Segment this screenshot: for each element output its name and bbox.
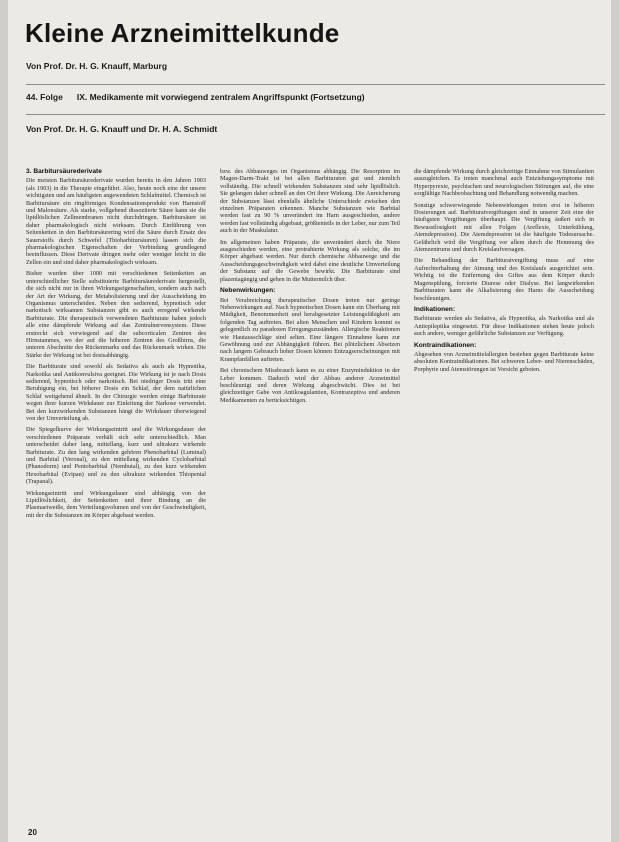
page-number: 20	[28, 828, 37, 837]
text-column-2	[220, 168, 400, 828]
paragraph: Bisher wurden über 1000 mit verschiedenen Seitenketten an unterschiedlicher Stelle substituierte Barbitursäurederivate hergestellt, die sich nicht nur in ihren Wirkungseigenschaften, sondern auch nach der Art der Wirkung, der Metabolisierung und der Ausscheidung im Organismus unterscheiden. Neben den sedierend, hypnotisch oder narkotisch wirksamen Substanzen gibt es auch erregend wirkende Barbiturate. Die therapeutisch verwendeten Barbiturate haben jedoch alle eine dämpfende Wirkung auf das Zentralnervensystem. Diese erstreckt sich vorwiegend auf die subcorticalen Zentren des Hirnstammes, wo der auf die höheren Zentren des Großhirns, die unteren Abschnitte des Rückenmarks und das Rückenmark wirken. Die Stärke der Wirkung ist bei dosisabhängig.	[26, 270, 206, 359]
series-heading	[26, 92, 365, 102]
section-heading: Indikationen:	[414, 305, 456, 313]
paragraph: Die Barbiturate sind sowohl als Sedativa als auch als Hypnotika, Narkotika und Antikonvulsiva geeignet. Die Wirkung ist je nach Dosis sedierend, hypnotisch oder narkotisch. Bei niedriger Dosis tritt eine Beruhigung ein, bei höherer Dosis ein Schlaf, der dem natürlichen Schlaf weitgehend ähnelt. In der Chirurgie werden einige Barbiturate wegen ihrer kurzen Wirkdauer zur Einleitung der Narkose verwendet. Bei den kurzwirkenden Substanzen hängt die Wirkdauer überwiegend von der Umverteilung ab.	[26, 363, 206, 422]
paragraph: Sonstige schwerwiegende Nebenwirkungen treten erst in höheren Dosierungen auf. Barbituratvergiftungen sind in unserer Zeit eine der häufigsten Vergiftungen überhaupt. Die Vergiftung äußert sich in Bewusstlosigkeit mit allen Folgen (Areflexie, Unterkühlung, Atemdepression). Die Atemdepression ist die häufigste Todesursache. Gefährlich wird die Vergiftung vor allem durch die Hemmung des Atemzentrums und durch Kreislaufversagen.	[414, 201, 594, 254]
text-column-1	[26, 168, 206, 828]
paragraph: Wirkungseintritt und Wirkungsdauer sind abhängig von der Lipidlöslichkeit, der Seitenketten und ihrer Bindung an die Plasmaeiweiße, dem Verteilungsvolumen und von der Geschwindigkeit, mit der die Substanzen im Körper abgebaut werden.	[26, 489, 206, 519]
series-number: 44. Folge	[26, 92, 63, 102]
authors-line-1: Von Prof. Dr. H. G. Knauff, Marburg	[26, 61, 168, 71]
paragraph: Abgesehen von Arzneimittelallergien bestehen gegen Barbiturate keine absoluten Kontraindikationen. Bei schweren Leber- und Nierenschäden, Porphyrie und Atemstörungen ist Vorsicht geboten.	[414, 350, 594, 373]
paragraph: Bei chronischem Missbrauch kann es zu einer Enzyminduktion in der Leber kommen. Dadurch wird der Abbau anderer Arzneimittel beschleunigt und deren Wirkung abgeschwächt. Dies ist bei gleichzeitiger Gabe von Antikoagulantien, Kontrazeptiva und anderen Medikamenten zu berücksichtigen.	[220, 367, 400, 404]
divider	[26, 84, 605, 85]
paragraph: Im allgemeinen haben Präparate, die unverändert durch die Niere ausgeschieden werden, eine protrahierte Wirkung als solche, die im Körper abgebaut werden. Nur durch chemische Abbauwege und die Ausscheidungsgeschwindigkeit wird dabei eine deutliche Umverteilung der Substanz auf die Gewebe bewirkt. Die Barbiturate sind plazentagängig und gehen in die Muttermilch über.	[220, 238, 400, 283]
paragraph: Die Spiegelkurve der Wirkungseintritt und die Wirkungsdauer der verschiedenen Präparate verhält sich sehr unterschiedlich. Man unterscheidet daher lang, mittellang, kurz und ultrakurz wirkende Barbiturate. Zu den lang wirkenden gehören Phenobarbital (Luminal) und Barbital (Veronal), zu den mittellang wirkenden Cyclobarbital (Phanodorm) und Pentobarbital (Nembutal), zu den kurz wirkenden Hexobarbital (Evipan) und zu den ultrakurz wirkenden Thiopental (Trapanal).	[26, 426, 206, 486]
paragraph: bzw. des Abbauweges im Organismus abhängig. Die Resorption im Magen-Darm-Trakt ist bei allen Barbituraten gut und ziemlich vollständig. Die schnell wirkenden Substanzen sind sehr lipidlöslich. Sie gelangen daher schnell an den Ort ihrer Wirkung. Die Anreicherung der Substanzen lässt ebenfalls ähnliche Unterschiede zwischen den einzelnen Präparaten erkennen. Manche Substanzen wie Barbital werden fast zu 90 % unverändert im Harn ausgeschieden, andere werden fast vollständig abgebaut, größtenteils in der Leber, nur zum Teil auch in der Muskulatur.	[220, 168, 400, 235]
paragraph: Die Behandlung der Barbituratvergiftung muss auf eine Aufrechterhaltung der Atmung und des Kreislaufs ausgerichtet sein. Wichtig ist die Entfernung des Giftes aus dem Körper durch Magenspülung, forcierte Diurese oder Dialyse. Bei langwirkenden Barbituraten kann die Alkalisierung des Harns die Ausscheidung beschleunigen.	[414, 257, 594, 302]
left-page-edge	[0, 0, 8, 842]
paragraph: Bei Verabreichung therapeutischer Dosen treten nur geringe Nebenwirkungen auf. Nach hypnotischen Dosen kann ein Überhang mit Müdigkeit, Benommenheit und herabgesetzter Leistungsfähigkeit am folgenden Tag auftreten. Bei alten Menschen und Kindern kommt es gelegentlich zu paradoxen Erregungszuständen. Allergische Reaktionen wie Hautausschläge sind selten. Eine längere Einnahme kann zur Gewöhnung und zur Abhängigkeit führen. Bei plötzlichem Absetzen nach langem Gebrauch hoher Dosen können Entzugserscheinungen mit Krampfanfällen auftreten.	[220, 296, 400, 363]
section-heading: Kontraindikationen:	[414, 341, 477, 349]
series-topic: IX. Medikamente mit vorwiegend zentralem Angriffspunkt (Fortsetzung)	[76, 92, 365, 102]
text-column-3	[414, 168, 594, 828]
paragraph: die dämpfende Wirkung durch gleichzeitige Einnahme von Stimulantien auszugleichen. Es treten manchmal auch Entziehungssymptome mit Hyperpyrexie, psychischen und neurologischen Störungen auf, die eine sorgfältige Nachbeobachtung und Behandlung notwendig machen.	[414, 168, 594, 198]
right-page-edge	[611, 0, 619, 842]
section-heading: 3. Barbitursäurederivate	[26, 168, 102, 175]
paragraph: Barbiturate werden als Sedativa, als Hypnotika, als Narkotika und als Antiepileptika eingesetzt. Für diese Indikationen stehen heute jedoch auch andere, weniger gefährliche Substanzen zur Verfügung.	[414, 315, 594, 338]
section-heading: Nebenwirkungen:	[220, 287, 276, 295]
authors-line-2: Von Prof. Dr. H. G. Knauff und Dr. H. A. Schmidt	[26, 124, 218, 134]
divider	[26, 114, 605, 115]
page-title: Kleine Arzneimittelkunde	[25, 18, 340, 48]
paragraph: Die meisten Barbitursäurederivate wurden bereits in den Jahren 1903 (als 1903) in die Therapie eingeführt. Also, heute noch eine der unsere wichtigsten und am häufigsten angewendeten Schlafmittel. Chemisch ist Barbitursäure ein ringförmiges Kondensationsprodukt von Harnstoff und Malonsäure. Als starke, vollgehend dissoziierte Säure kann sie die lipidlöslichen Zellmembranen nicht durchdringen. Barbitursäure ist daher pharmakologisch nicht wirksam. Durch Einführung von Seitenketten in den Barbitursäurering wird die Säure durch Ersatz des Sauerstoffs durch Schwefel (Thiobarbitursäuren) lassen sich die pharmakologischen Eigenschaften der Verbindung grundlegend beeinflussen. Diese Derivate dringen mehr oder weniger leicht in die Zellen ein und sind daher pharmakologisch wirksam.	[26, 177, 206, 266]
